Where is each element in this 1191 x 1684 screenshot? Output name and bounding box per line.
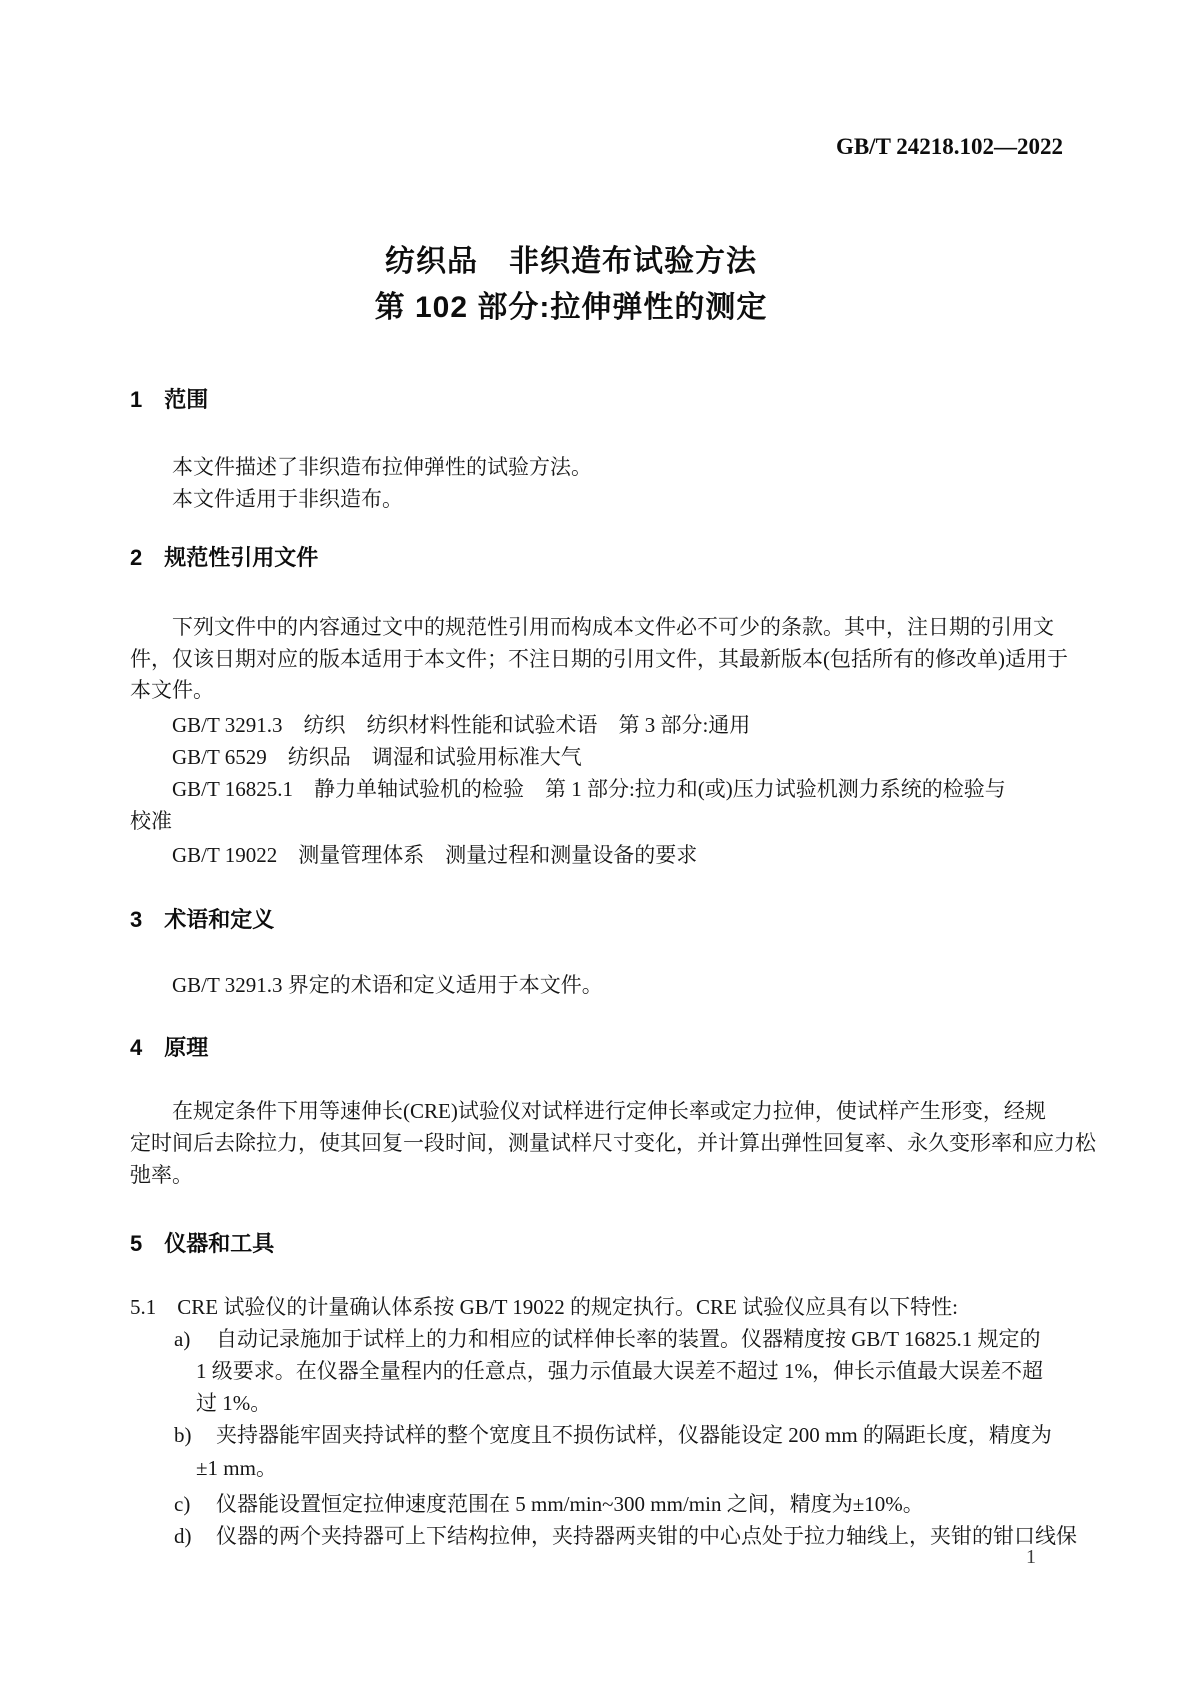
section-heading-scope: 1 范围: [130, 387, 209, 412]
standard-code: GB/T 24218.102—2022: [835, 134, 1063, 159]
page-number: 1: [1026, 1546, 1036, 1568]
reference-item: GB/T 6529 纺织品 调湿和试验用标准大气: [172, 745, 582, 769]
section-heading-apparatus: 5 仪器和工具: [130, 1231, 275, 1256]
doc-title-line1: 纺织品 非织造布试验方法: [385, 245, 757, 278]
list-item-b-line: ±1 mm。: [196, 1456, 277, 1480]
scope-paragraph-line: 本文件适用于非织造布。: [172, 487, 403, 511]
list-item-b-line: 夹持器能牢固夹持试样的整个宽度且不损伤试样，仪器能设定 200 mm 的隔距长度，精度为: [216, 1423, 1052, 1447]
reference-item: GB/T 19022 测量管理体系 测量过程和测量设备的要求: [172, 843, 698, 867]
scope-paragraph-line: 本文件描述了非织造布拉伸弹性的试验方法。: [172, 455, 592, 479]
list-item-label-d: d): [174, 1524, 192, 1548]
terms-paragraph-line: GB/T 3291.3 界定的术语和定义适用于本文件。: [172, 973, 603, 997]
refs-intro-line: 下列文件中的内容通过文中的规范性引用而构成本文件必不可少的条款。其中，注日期的引用文: [172, 615, 1054, 639]
section-heading-normative-references: 2 规范性引用文件: [130, 545, 319, 570]
principle-paragraph-line: 弛率。: [130, 1163, 193, 1187]
principle-paragraph-line: 定时间后去除拉力，使其回复一段时间，测量试样尺寸变化，并计算出弹性回复率、永久变形率和应力松: [130, 1131, 1096, 1155]
list-item-label-c: c): [174, 1492, 191, 1516]
list-item-d-line: 仪器的两个夹持器可上下结构拉伸，夹持器两夹钳的中心点处于拉力轴线上，夹钳的钳口线保: [216, 1524, 1077, 1548]
refs-intro-line: 件，仅该日期对应的版本适用于本文件；不注日期的引用文件，其最新版本(包括所有的修改单)适用于: [130, 647, 1068, 671]
reference-item: GB/T 16825.1 静力单轴试验机的检验 第 1 部分:拉力和(或)压力试验机测力系统的检验与: [172, 777, 1006, 801]
reference-item-continuation: 校准: [130, 809, 172, 833]
refs-intro-line: 本文件。: [130, 678, 214, 702]
reference-item: GB/T 3291.3 纺织 纺织材料性能和试验术语 第 3 部分:通用: [172, 713, 751, 737]
list-item-label-a: a): [174, 1327, 191, 1351]
list-item-c-line: 仪器能设置恒定拉伸速度范围在 5 mm/min~300 mm/min 之间，精度为±10%。: [216, 1492, 924, 1516]
clause-5-1-line: 5.1 CRE 试验仪的计量确认体系按 GB/T 19022 的规定执行。CRE 试验仪应具有以下特性:: [130, 1295, 958, 1319]
list-item-a-line: 1 级要求。在仪器全量程内的任意点，强力示值最大误差不超过 1%，伸长示值最大误差不超: [196, 1359, 1043, 1383]
principle-paragraph-line: 在规定条件下用等速伸长(CRE)试验仪对试样进行定伸长率或定力拉伸，使试样产生形变，经规: [172, 1099, 1046, 1123]
list-item-a-line: 自动记录施加于试样上的力和相应的试样伸长率的装置。仪器精度按 GB/T 16825.1 规定的: [216, 1327, 1041, 1351]
doc-title-line2: 第 102 部分:拉伸弹性的测定: [374, 291, 768, 324]
section-heading-principle: 4 原理: [130, 1035, 209, 1060]
list-item-label-b: b): [174, 1423, 192, 1447]
section-heading-terms: 3 术语和定义: [130, 907, 275, 932]
list-item-a-line: 过 1%。: [196, 1391, 272, 1415]
